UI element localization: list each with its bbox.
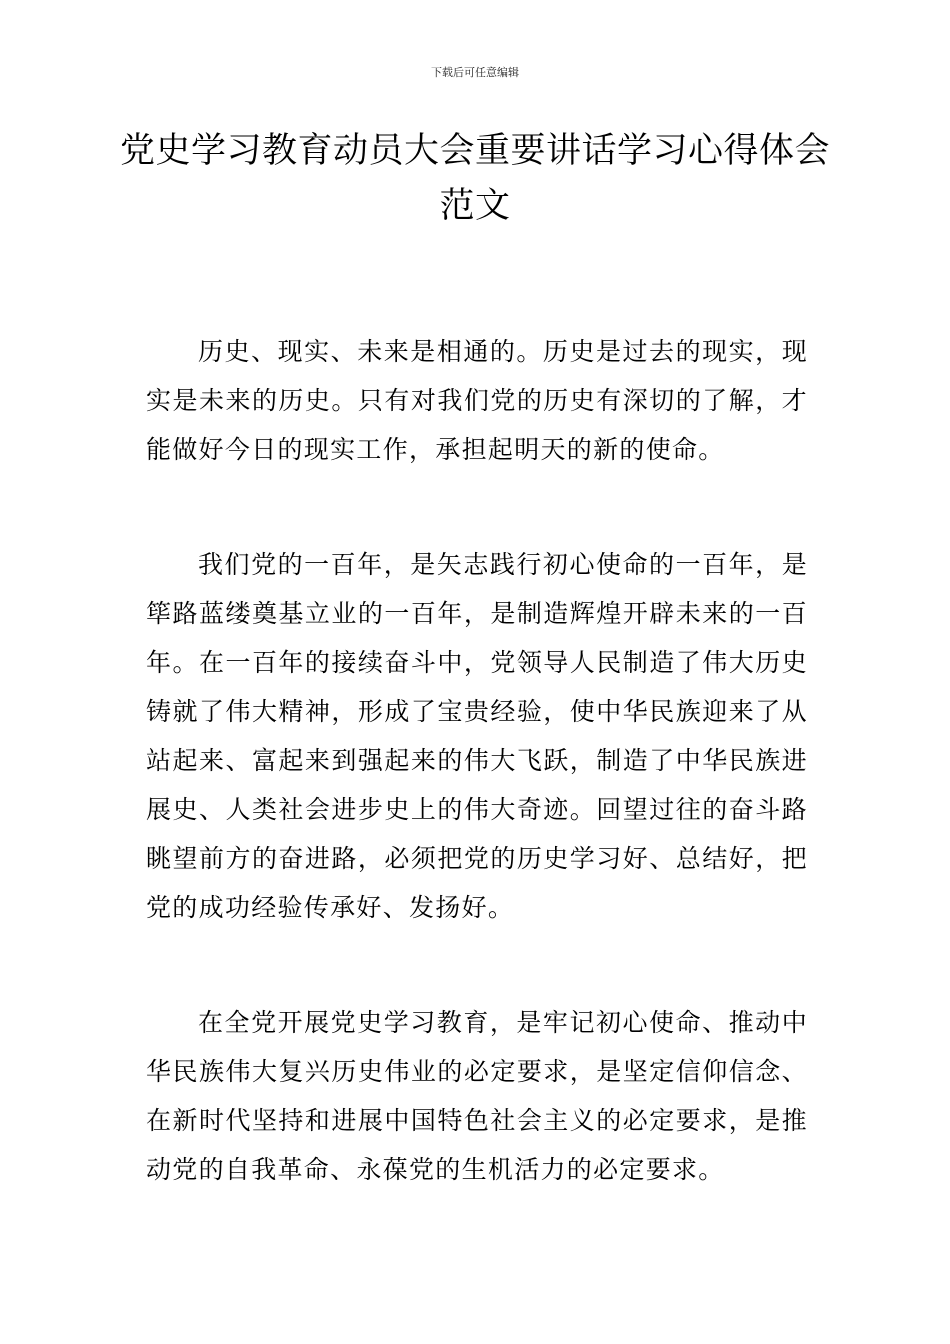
paragraph-2: 我们党的一百年，是矢志践行初心使命的一百年，是筚路蓝缕奠基立业的一百年，是制造辉煌开辟未来的一百年。在一百年的接续奋斗中，党领导人民制造了伟大历史铸就了伟大精神，形成了宝贵经验，使中华民族迎来了从站起来、富起来到强起来的伟大飞跃，制造了中华民族进展史、人类社会进步史上的伟大奇迹。回望过往的奋斗路眺望前方的奋进路，必须把党的历史学习好、总结好，把党的成功经验传承好、发扬好。: [146, 550, 808, 922]
document-body: [146, 327, 808, 1260]
paragraph-3: 在全党开展党史学习教育，是牢记初心使命、推动中华民族伟大复兴历史伟业的必定要求，是坚定信仰信念、在新时代坚持和进展中国特色社会主义的必定要求，是推动党的自我革命、永葆党的生机活力的必定要求。: [146, 1008, 808, 1184]
paragraph-1: 历史、现实、未来是相通的。历史是过去的现实，现实是未来的历史。只有对我们党的历史有深切的了解，才能做好今日的现实工作，承担起明天的新的使命。: [146, 337, 808, 464]
header-note: 下载后可任意编辑: [431, 66, 519, 79]
document-title: 党史学习教育动员大会重要讲话学习心得体会范文: [120, 131, 831, 226]
